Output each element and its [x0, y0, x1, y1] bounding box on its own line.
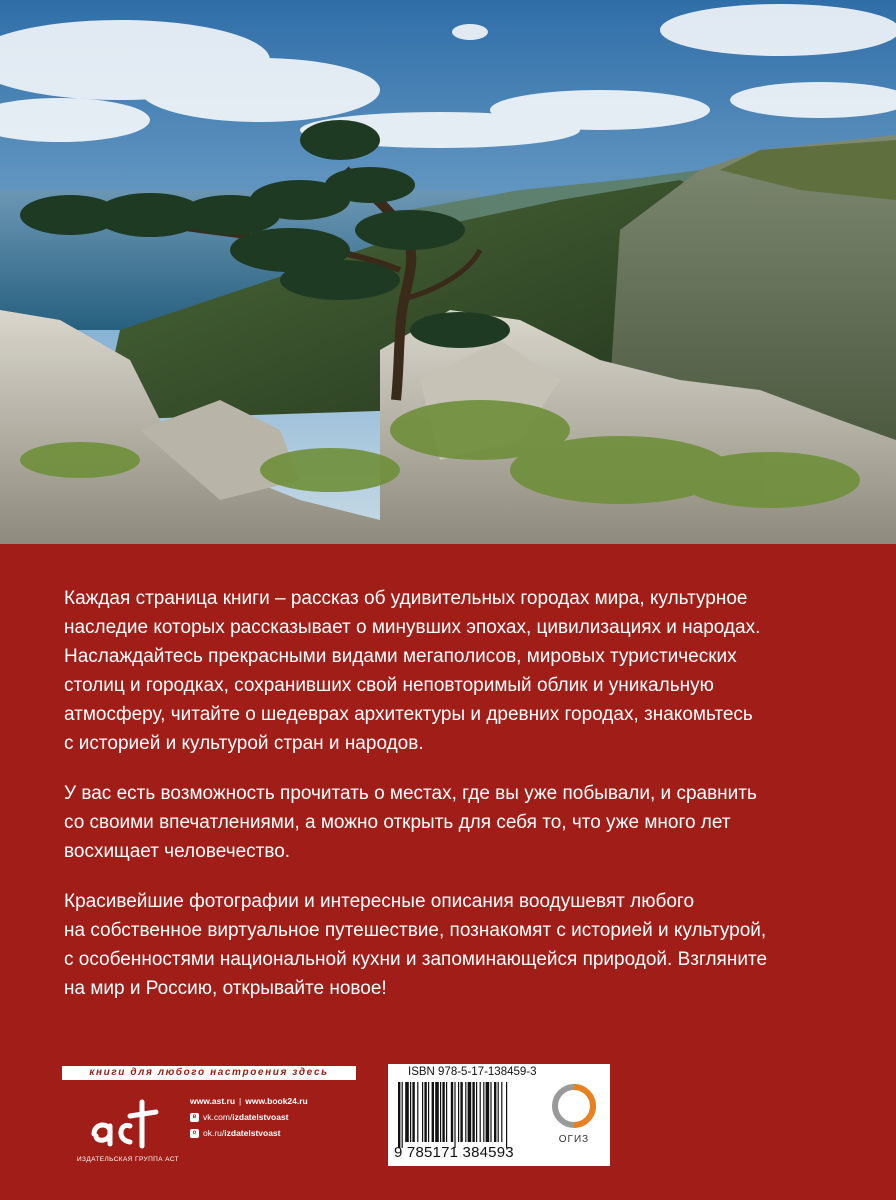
link-separator: |: [239, 1096, 242, 1106]
barcode-box: [388, 1064, 610, 1166]
text-line: со своими впечатлениями, а можно открыть для себя то, что уже много лет: [64, 812, 731, 833]
ok-link-handle: izdatelstvoast: [224, 1128, 281, 1138]
isbn-number: ISBN 978-5-17-138459-3: [408, 1066, 537, 1078]
vk-link-handle: izdatelstvoast: [232, 1112, 289, 1122]
text-line: Красивейшие фотографии и интересные описания воодушевят любого: [64, 891, 695, 912]
paragraph-2: [64, 779, 854, 866]
ast-logo-icon: [86, 1092, 166, 1152]
ok-icon: о: [190, 1129, 199, 1138]
barcode-icon: [398, 1082, 548, 1148]
text-line: на мир и Россию, открывайте новое!: [64, 978, 387, 999]
text-line: Наслаждайтесь прекрасными видами мегаполисов, мировых туристических: [64, 646, 737, 667]
vk-icon: в: [190, 1113, 199, 1122]
barcode-digits: 9 785171 384593: [394, 1144, 514, 1161]
crimea-mountain-landscape-photo: [0, 0, 896, 544]
paragraph-1: [64, 584, 854, 758]
paragraph-3: [64, 887, 854, 1003]
ok-link-row[interactable]: [190, 1125, 308, 1141]
site-link-book24[interactable]: www.book24.ru: [245, 1096, 308, 1106]
publisher-links: [190, 1093, 308, 1141]
text-line: Каждая страница книги – рассказ об удивительных городах мира, культурное: [64, 588, 748, 609]
publisher-caption: ИЗДАТЕЛЬСКАЯ ГРУППА АСТ: [76, 1156, 179, 1163]
vk-link-row[interactable]: [190, 1109, 308, 1125]
landscape-photo: [0, 0, 896, 544]
text-line: с историей и культурой стран и народов.: [64, 733, 424, 754]
text-line: атмосферу, читайте о шедеврах архитектуры и древних городах, знакомьтесь: [64, 704, 753, 725]
ogiz-logo-icon: [548, 1076, 600, 1156]
vk-link-prefix: vk.com/: [203, 1112, 233, 1122]
text-line: У вас есть возможность прочитать о местах, где вы уже побывали, и сравнить: [64, 783, 757, 804]
text-line: наследие которых рассказывает о минувших эпохах, цивилизациях и народах.: [64, 617, 761, 638]
cover-description: [64, 584, 854, 1024]
ok-link-prefix: ok.ru/: [203, 1128, 225, 1138]
ogiz-label: ОГИЗ: [558, 1134, 590, 1145]
tagline-band: книги для любого настроения здесь: [62, 1066, 356, 1080]
text-line: восхищает человечество.: [64, 841, 291, 862]
ast-logo-text: аст: [88, 1092, 90, 1093]
site-link-ast[interactable]: www.ast.ru: [190, 1096, 236, 1106]
text-line: столиц и городках, сохранивших свой неповторимый облик и уникальную: [64, 675, 714, 696]
site-links-row: [190, 1093, 308, 1109]
text-line: на собственное виртуальное путешествие, познакомят с историей и культурой,: [64, 920, 767, 941]
text-line: с особенностями национальной кухни и запоминающейся природой. Взгляните: [64, 949, 768, 970]
